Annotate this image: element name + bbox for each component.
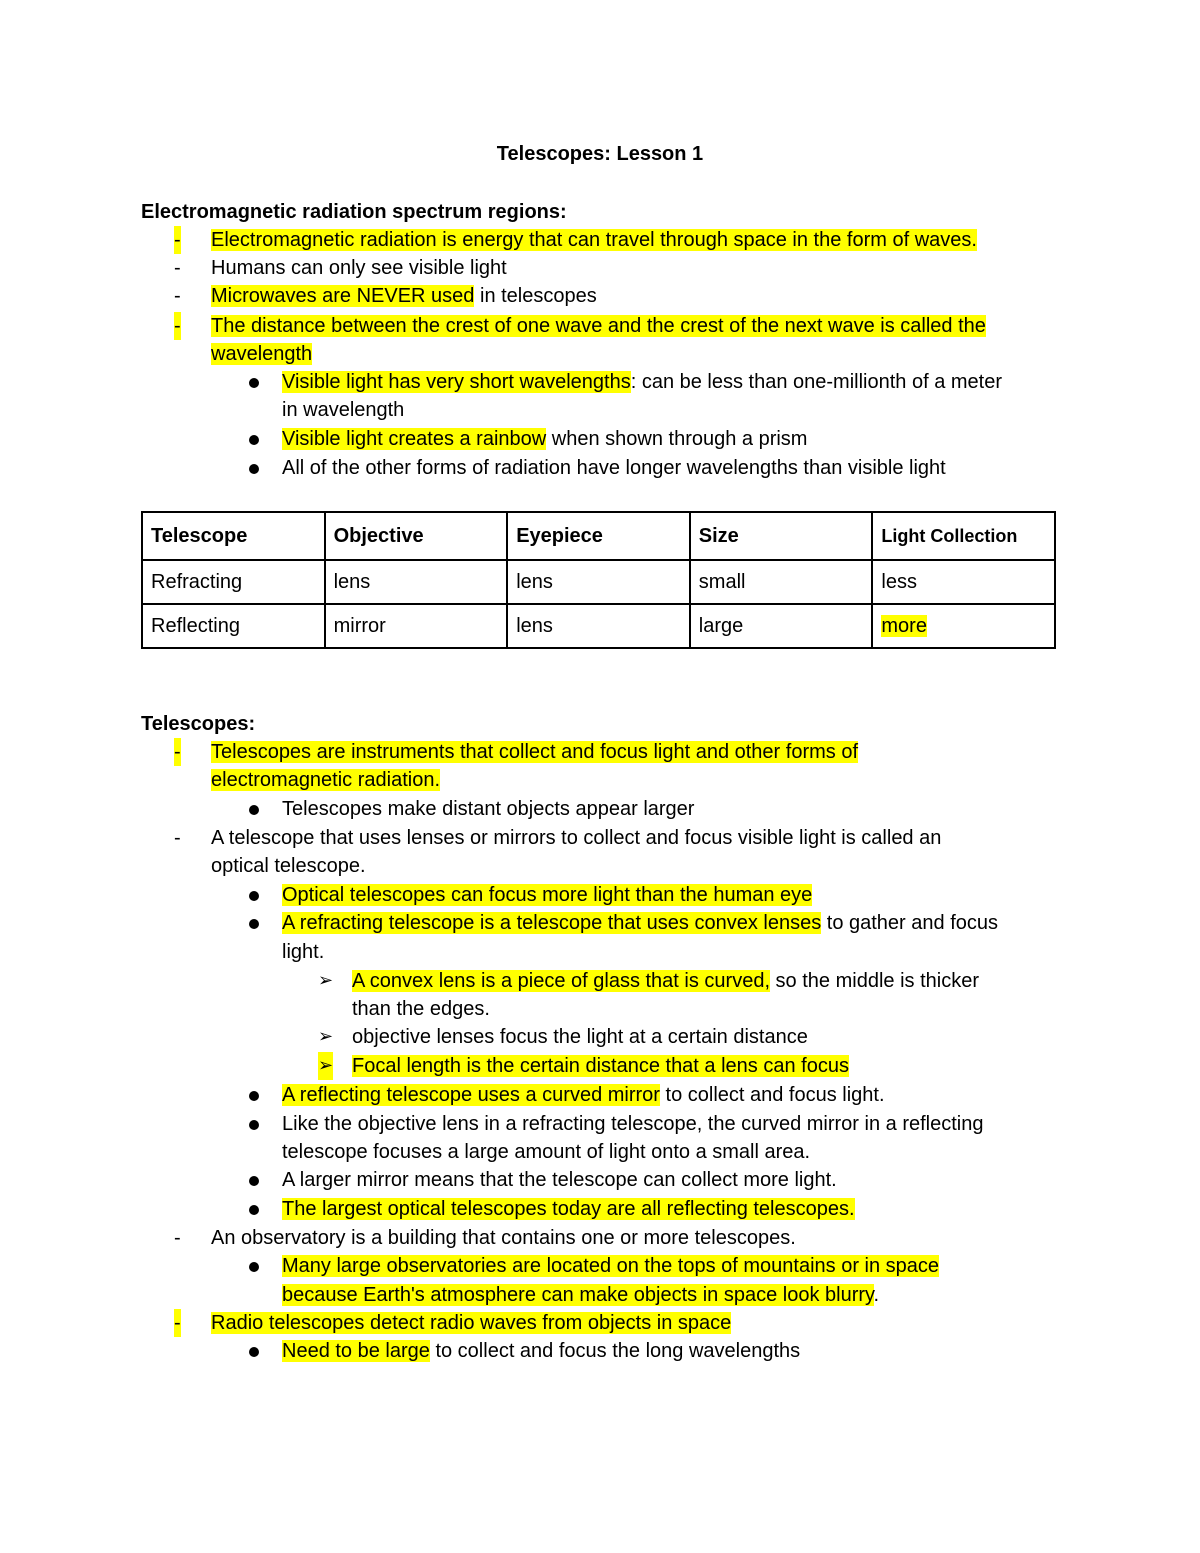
telescope-comparison-table (141, 511, 1056, 649)
sub-list-item: Visible light creates a rainbow when shown through a prism (282, 428, 808, 450)
bullet-dot-icon (249, 1262, 259, 1272)
sub-list-item: Like the objective lens in a refracting telescope, the curved mirror in a reflecting (282, 1113, 984, 1135)
sub-list-item: Need to be large to collect and focus the long wavelengths (282, 1340, 801, 1362)
list-item-continuation: optical telescope. (211, 855, 366, 877)
sub-list-item-continuation: because Earth's atmosphere can make objects in space look blurry. (282, 1284, 880, 1306)
bullet-dot-icon (249, 1176, 259, 1186)
dash-marker: - (174, 285, 181, 307)
dash-marker: - (174, 1309, 181, 1337)
table-header-cell: Eyepiece (507, 512, 690, 560)
sub-list-item: The largest optical telescopes today are all reflecting telescopes. (282, 1198, 855, 1220)
nested-list-item-continuation: than the edges. (352, 998, 490, 1020)
sub-list-item: Many large observatories are located on the tops of mountains or in space (282, 1255, 940, 1277)
bullet-dot-icon (249, 1091, 259, 1101)
list-item-continuation: electromagnetic radiation. (211, 769, 441, 791)
sub-list-item: Optical telescopes can focus more light than the human eye (282, 884, 813, 906)
sub-list-item: Telescopes make distant objects appear larger (282, 798, 695, 820)
list-item: Radio telescopes detect radio waves from objects in space (211, 1312, 732, 1334)
dash-marker: - (174, 738, 181, 766)
bullet-dot-icon (249, 919, 259, 929)
arrow-bullet-icon: ➢ (318, 970, 334, 991)
bullet-dot-icon (249, 1205, 259, 1215)
table-cell: Refracting (142, 560, 325, 604)
nested-list-item: Focal length is the certain distance that a lens can focus (352, 1055, 849, 1077)
sub-list-item: Visible light has very short wavelengths: can be less than one-millionth of a meter (282, 371, 1003, 393)
arrow-bullet-icon: ➢ (318, 1052, 333, 1080)
bullet-dot-icon (249, 378, 259, 388)
bullet-dot-icon (249, 891, 259, 901)
table-row (142, 604, 1055, 648)
list-item: An observatory is a building that contains one or more telescopes. (211, 1227, 796, 1249)
sub-list-item-continuation: telescope focuses a large amount of light onto a small area. (282, 1141, 811, 1163)
table-cell: Reflecting (142, 604, 325, 648)
list-item: The distance between the crest of one wave and the crest of the next wave is called the (211, 315, 986, 337)
section-heading-telescopes: Telescopes: (141, 713, 256, 735)
dash-marker: - (174, 257, 181, 279)
arrow-bullet-icon: ➢ (318, 1026, 334, 1047)
bullet-dot-icon (249, 1347, 259, 1357)
dash-marker: - (174, 226, 181, 254)
sub-list-item: A larger mirror means that the telescope can collect more light. (282, 1169, 837, 1191)
table-cell: lens (325, 560, 508, 604)
list-item: Telescopes are instruments that collect and focus light and other forms of (211, 741, 859, 763)
table-cell: large (690, 604, 873, 648)
bullet-dot-icon (249, 805, 259, 815)
table-header-cell: Telescope (142, 512, 325, 560)
dash-marker: - (174, 827, 181, 849)
nested-list-item: A convex lens is a piece of glass that is curved, so the middle is thicker (352, 970, 979, 992)
table-header-cell: Light Collection (872, 512, 1055, 560)
table-cell (872, 604, 1055, 648)
list-item: A telescope that uses lenses or mirrors to collect and focus visible light is called an (211, 827, 942, 849)
sub-list-item-continuation: light. (282, 941, 325, 963)
sub-list-item-continuation: in wavelength (282, 399, 405, 421)
table-cell: lens (507, 560, 690, 604)
sub-list-item: A refracting telescope is a telescope that uses convex lenses to gather and focus (282, 912, 998, 934)
list-item: Humans can only see visible light (211, 257, 507, 279)
table-header-cell: Objective (325, 512, 508, 560)
bullet-dot-icon (249, 435, 259, 445)
table-cell: mirror (325, 604, 508, 648)
sub-list-item: All of the other forms of radiation have longer wavelengths than visible light (282, 457, 946, 479)
list-item: Electromagnetic radiation is energy that can travel through space in the form of waves. (211, 229, 977, 251)
table-cell: small (690, 560, 873, 604)
dash-marker: - (174, 1227, 181, 1249)
nested-list-item: objective lenses focus the light at a certain distance (352, 1026, 808, 1048)
section-heading-em-spectrum: Electromagnetic radiation spectrum regions: (141, 201, 567, 223)
highlighted-cell-text: more (881, 614, 927, 637)
table-cell: lens (507, 604, 690, 648)
list-item: Microwaves are NEVER used in telescopes (211, 285, 597, 307)
table-header-row (142, 512, 1055, 560)
table-header-cell: Size (690, 512, 873, 560)
table-cell: less (872, 560, 1055, 604)
bullet-dot-icon (249, 464, 259, 474)
list-item-continuation: wavelength (211, 343, 313, 365)
bullet-dot-icon (249, 1120, 259, 1130)
sub-list-item: A reflecting telescope uses a curved mirror to collect and focus light. (282, 1084, 885, 1106)
page-title: Telescopes: Lesson 1 (496, 143, 704, 165)
table-row (142, 560, 1055, 604)
dash-marker: - (174, 312, 181, 340)
